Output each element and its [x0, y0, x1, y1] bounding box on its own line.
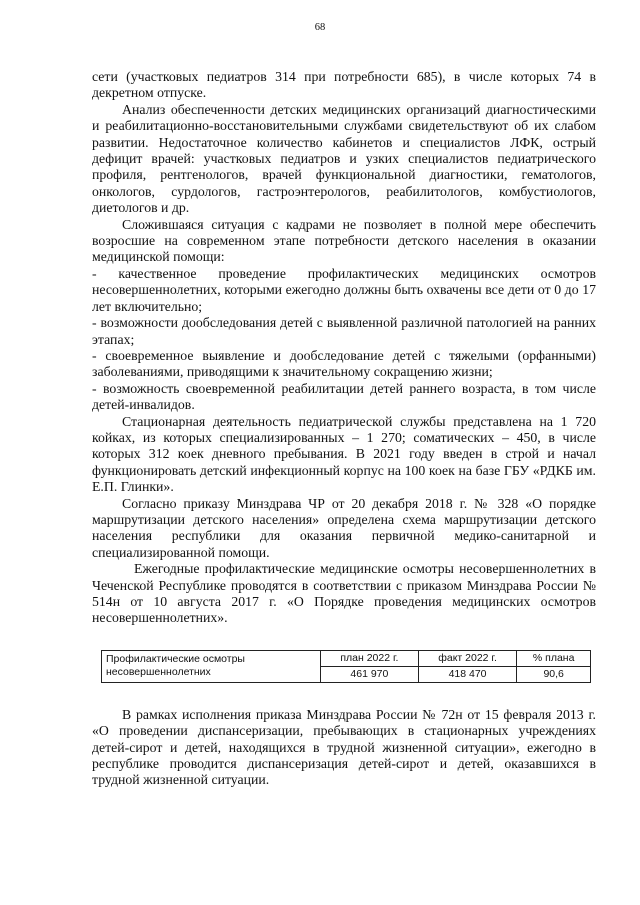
header-percent: % плана [517, 650, 591, 666]
paragraph: Анализ обеспеченности детских медицинских организаций диагностическими и реабилитационно-восстановительными службами свидетельствуют об их слабом развитии. Недостаточное количество кабинетов и специалистов ЛФК, острый дефицит врачей: участковых педиатров и узких специалистов педиатрического профиля, рентгенологов, врачей функциональной диагностики, гематологов, онкологов, сурдологов, гастроэнтерологов, реабилитологов, комбустиологов, диетологов и др. [92, 101, 596, 216]
bullet-item: - своевременное выявление и дообследование детей с тяжелыми (орфанными) заболеваниями, приводящими к значительному сокращению жизни; [92, 347, 596, 380]
value-percent: 90,6 [517, 666, 591, 682]
page-number: 68 [314, 22, 326, 33]
header-plan: план 2022 г. [321, 650, 419, 666]
bullet-item: - качественное проведение профилактических медицинских осмотров несовершеннолетних, которыми ежегодно должны быть охвачены все дети от 0 до 17 лет включительно; [92, 265, 596, 314]
document-body [92, 69, 596, 789]
checkups-table [101, 650, 591, 683]
paragraph: Ежегодные профилактические медицинские осмотры несовершеннолетних в Чеченской Республике проводятся в соответствии с приказом Минздрава России № 514н от 10 августа 2017 г. «О Порядке проведения медицинских осмотров несовершеннолетних». [92, 561, 596, 626]
paragraph: Стационарная деятельность педиатрической службы представлена на 1 720 койках, из которых специализированных – 1 270; соматических – 450, в числе которых 312 коек дневного пребывания. В 2021 году введен в строй и начал функционировать детский инфекционный корпус на 100 коек на базе ГБУ «РДКБ им. Е.П. Глинки». [92, 413, 596, 495]
row-label-line: несовершеннолетних [106, 666, 211, 679]
paragraph: В рамках исполнения приказа Минздрава России № 72н от 15 февраля 2013 г. «О проведении диспансеризации, пребывающих в стационарных учреждениях детей-сирот и детей, находящихся в трудной жизненной ситуации», ежегодно в республике проводится диспансеризация детей-сирот и детей, оказавшихся в трудной жизненной ситуации. [92, 706, 596, 788]
paragraph: сети (участковых педиатров 314 при потребности 685), в числе которых 74 в декретном отпуске. [92, 69, 596, 101]
value-plan: 461 970 [321, 666, 419, 682]
row-label-line: Профилактические осмотры [106, 653, 245, 666]
value-fact: 418 470 [418, 666, 517, 682]
paragraph: Сложившаяся ситуация с кадрами не позволяет в полной мере обеспечить возросшие на современном этапе потребности детского населения в оказании медицинской помощи: [92, 216, 596, 265]
header-fact: факт 2022 г. [418, 650, 517, 666]
bullet-item: - возможности дообследования детей с выявленной различной патологией на ранних этапах; [92, 315, 596, 347]
table-row [102, 650, 591, 666]
paragraph: Согласно приказу Минздрава ЧР от 20 декабря 2018 г. № 328 «О порядке маршрутизации детского населения» определена схема маршрутизации детского населения республики для оказания первичной медико-санитарной и специализированной помощи. [92, 495, 596, 560]
bullet-item: - возможность своевременной реабилитации детей раннего возраста, в том числе детей-инвалидов. [92, 380, 596, 413]
row-label-cell [102, 650, 321, 682]
